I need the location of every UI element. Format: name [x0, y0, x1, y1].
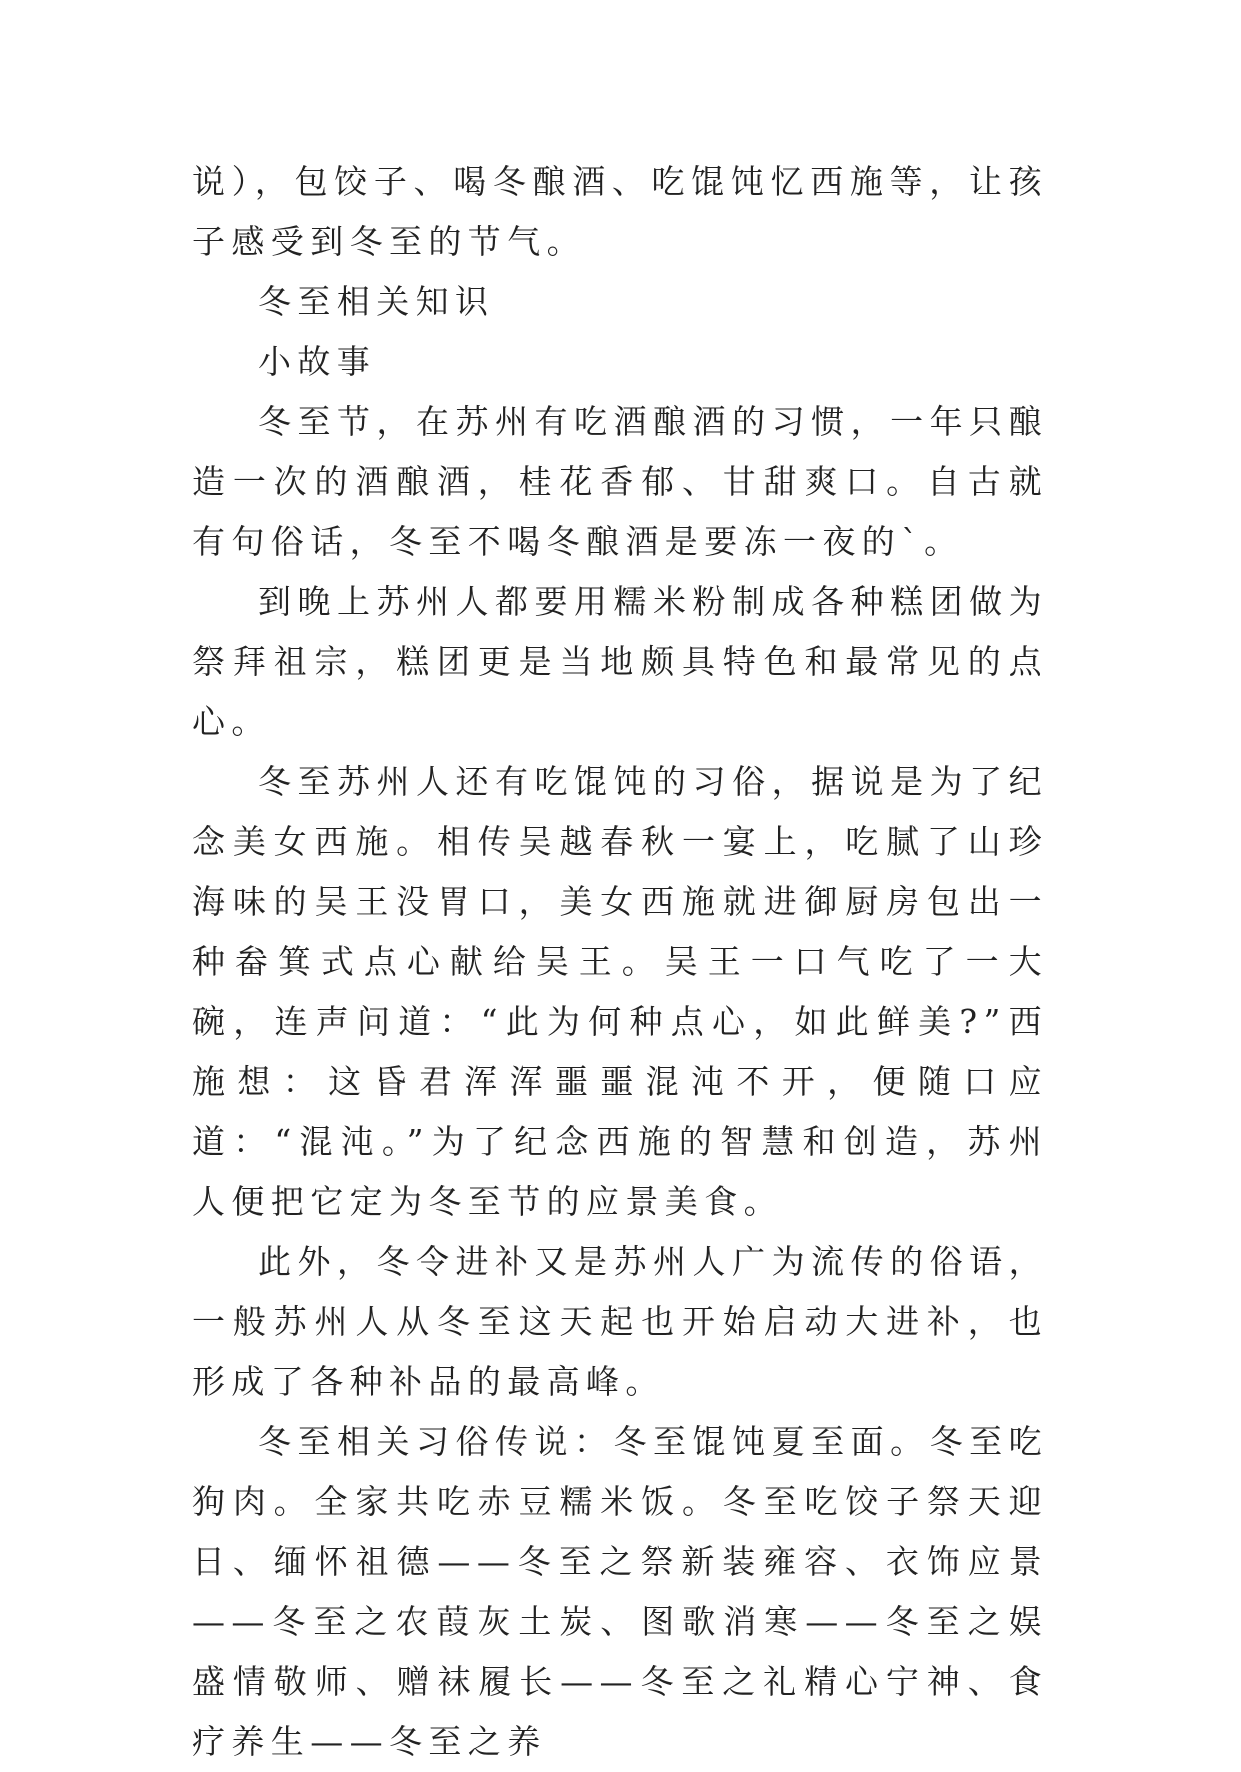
paragraph-customs: 冬至相关习俗传说：冬至馄饨夏至面。冬至吃狗肉。全家共吃赤豆糯米饭。冬至吃饺子祭天迎日、缅怀祖德——冬至之祭新装雍容、衣饰应景——冬至之农葭灰土炭、图歌消寒——冬至之娱盛情敬师、赠袜履长——冬至之礼精心宁神、食疗养生——冬至之养: [192, 1422, 1048, 1761]
document-body: [192, 152, 1048, 1772]
paragraph-tonic: 此外，冬令进补又是苏州人广为流传的俗语，一般苏州人从冬至这天起也开始启动大进补，也形成了各种补品的最高峰。: [192, 1242, 1048, 1401]
paragraph-continuation: 说），包饺子、喝冬酿酒、吃馄饨忆西施等，让孩子感受到冬至的节气。: [192, 162, 1048, 261]
paragraph-wonton-legend: 冬至苏州人还有吃馄饨的习俗，据说是为了纪念美女西施。相传吴越春秋一宴上，吃腻了山珍海味的吴王没胃口，美女西施就进御厨房包出一种畚箕式点心献给吴王。吴王一口气吃了一大碗，连声问道：“此为何种点心，如此鲜美?”西施想：这昏君浑浑噩噩混沌不开，便随口应道：“混沌。”为了纪念西施的智慧和创造，苏州人便把它定为冬至节的应景美食。: [192, 762, 1048, 1221]
paragraph-cakes: 到晚上苏州人都要用糯米粉制成各种糕团做为祭拜祖宗，糕团更是当地颇具特色和最常见的点心。: [192, 582, 1048, 741]
paragraph-wine: 冬至节，在苏州有吃酒酿酒的习惯，一年只酿造一次的酒酿酒，桂花香郁、甘甜爽口。自古就有句俗话，冬至不喝冬酿酒是要冻一夜的`。: [192, 402, 1048, 561]
section-heading: 冬至相关知识: [258, 282, 495, 321]
subsection-heading: 小故事: [258, 342, 377, 381]
